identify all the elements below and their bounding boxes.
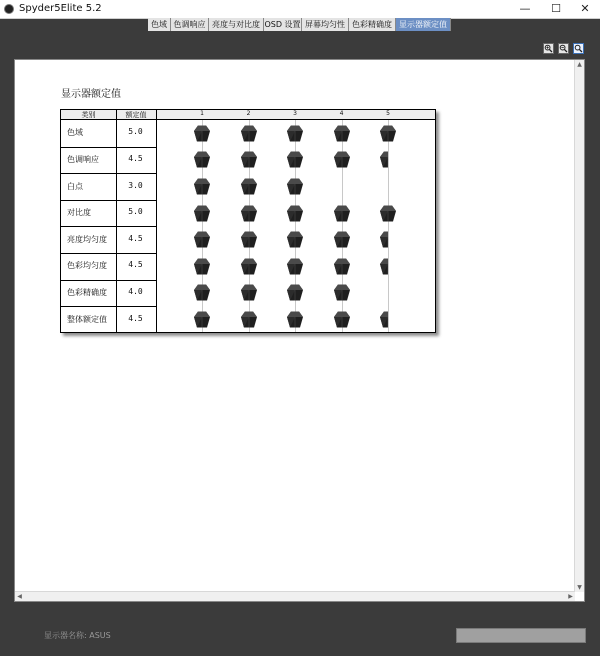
report-title: 显示器额定值 bbox=[61, 89, 121, 100]
rating-value: 3.0 bbox=[128, 181, 143, 190]
rating-gem-icon bbox=[287, 125, 303, 142]
half-rating-gem-icon bbox=[380, 258, 388, 275]
category-label: 整体额定值 bbox=[67, 315, 107, 324]
rating-gem-icon bbox=[241, 151, 257, 168]
rating-gem-icon bbox=[194, 311, 210, 328]
tab-screen-uniformity[interactable]: 屏幕均匀性 bbox=[302, 18, 349, 31]
tab-brightness-contrast[interactable]: 亮度与对比度 bbox=[209, 18, 264, 31]
rating-gem-icon bbox=[287, 205, 303, 222]
rating-gem-icon bbox=[241, 178, 257, 195]
title-bar bbox=[0, 0, 600, 19]
tab-osd-settings[interactable]: OSD 设置 bbox=[264, 20, 301, 29]
monitor-name-label: 显示器名称: ASUS bbox=[44, 631, 111, 640]
window-title: Spyder5Elite 5.2 bbox=[19, 3, 102, 14]
category-label: 色彩均匀度 bbox=[67, 261, 107, 270]
rating-gem-icon bbox=[287, 231, 303, 248]
category-label: 色域 bbox=[67, 128, 83, 137]
scale-guide-line bbox=[388, 120, 389, 332]
rating-gem-icon bbox=[287, 151, 303, 168]
row-divider bbox=[61, 306, 156, 307]
rating-gem-icon bbox=[194, 284, 210, 301]
row-divider bbox=[61, 280, 156, 281]
rating-gem-icon bbox=[380, 205, 396, 222]
rating-value: 4.0 bbox=[128, 287, 143, 296]
report-viewport bbox=[14, 59, 585, 602]
rating-gem-icon bbox=[334, 231, 350, 248]
row-divider bbox=[61, 200, 156, 201]
rating-value: 5.0 bbox=[128, 207, 143, 216]
category-label: 色调响应 bbox=[67, 155, 99, 164]
tab-tone-response[interactable]: 色调响应 bbox=[171, 18, 209, 31]
rating-gem-icon bbox=[194, 151, 210, 168]
scroll-right-icon[interactable]: ▶ bbox=[568, 593, 573, 600]
rating-gem-icon bbox=[380, 125, 396, 142]
zoom-out-icon[interactable] bbox=[558, 43, 569, 54]
zoom-in-icon[interactable] bbox=[543, 43, 554, 54]
row-divider bbox=[61, 253, 156, 254]
half-rating-gem-icon bbox=[380, 231, 388, 248]
scale-tick-label: 4 bbox=[339, 110, 344, 117]
rating-gem-icon bbox=[287, 311, 303, 328]
half-rating-gem-icon bbox=[380, 151, 388, 168]
row-divider bbox=[61, 173, 156, 174]
horizontal-scrollbar[interactable] bbox=[15, 591, 575, 601]
rating-value: 4.5 bbox=[128, 260, 143, 269]
maximize-button[interactable]: ☐ bbox=[551, 2, 561, 15]
rating-gem-icon bbox=[194, 125, 210, 142]
rating-gem-icon bbox=[334, 151, 350, 168]
app-logo-icon bbox=[4, 4, 14, 14]
tab-color-gamut[interactable]: 色域 bbox=[148, 18, 171, 31]
vertical-scrollbar[interactable] bbox=[574, 60, 584, 592]
rating-gem-icon bbox=[241, 258, 257, 275]
category-label: 亮度均匀度 bbox=[67, 235, 107, 244]
rating-value: 4.5 bbox=[128, 314, 143, 323]
rating-gem-icon bbox=[287, 258, 303, 275]
rating-gem-icon bbox=[194, 205, 210, 222]
rating-gem-icon bbox=[194, 178, 210, 195]
minimize-button[interactable]: — bbox=[519, 2, 531, 15]
scale-tick-label: 1 bbox=[200, 110, 204, 117]
rating-gem-icon bbox=[287, 178, 303, 195]
rating-gem-icon bbox=[194, 231, 210, 248]
rating-header: 额定值 bbox=[116, 110, 156, 120]
scale-tick-label: 5 bbox=[386, 110, 390, 117]
rating-gem-icon bbox=[241, 284, 257, 301]
category-label: 对比度 bbox=[67, 208, 91, 217]
zoom-fit-icon[interactable] bbox=[573, 43, 584, 54]
rating-value: 4.5 bbox=[128, 234, 143, 243]
scale-tick-label: 3 bbox=[293, 110, 297, 117]
scale-tick-label: 2 bbox=[246, 110, 251, 117]
rating-gem-icon bbox=[334, 311, 350, 328]
category-label: 白点 bbox=[67, 182, 83, 191]
tab-monitor-rating[interactable]: 显示器额定值 bbox=[396, 18, 451, 31]
rating-value: 4.5 bbox=[128, 154, 143, 163]
rating-gem-icon bbox=[241, 311, 257, 328]
rating-gem-icon bbox=[334, 284, 350, 301]
footer-action-button[interactable] bbox=[456, 628, 586, 643]
rating-gem-icon bbox=[334, 258, 350, 275]
rating-gem-icon bbox=[241, 125, 257, 142]
tab-color-accuracy[interactable]: 色彩精确度 bbox=[349, 18, 396, 31]
rating-gem-icon bbox=[241, 205, 257, 222]
column-divider bbox=[156, 110, 157, 333]
rating-gem-icon bbox=[241, 231, 257, 248]
column-divider bbox=[116, 110, 117, 333]
rating-gem-icon bbox=[334, 125, 350, 142]
rating-gem-icon bbox=[334, 205, 350, 222]
category-header: 类别 bbox=[61, 110, 116, 120]
rating-gem-icon bbox=[194, 258, 210, 275]
close-button[interactable]: ✕ bbox=[580, 2, 590, 15]
scroll-left-icon[interactable]: ◀ bbox=[17, 593, 22, 600]
scroll-down-icon[interactable]: ▼ bbox=[577, 584, 582, 591]
rating-gem-icon bbox=[287, 284, 303, 301]
row-divider bbox=[61, 226, 156, 227]
row-divider bbox=[61, 147, 156, 148]
rating-table bbox=[60, 109, 436, 333]
half-rating-gem-icon bbox=[380, 311, 388, 328]
rating-value: 5.0 bbox=[128, 127, 143, 136]
scroll-up-icon[interactable]: ▲ bbox=[577, 61, 582, 68]
category-label: 色彩精确度 bbox=[67, 288, 107, 297]
